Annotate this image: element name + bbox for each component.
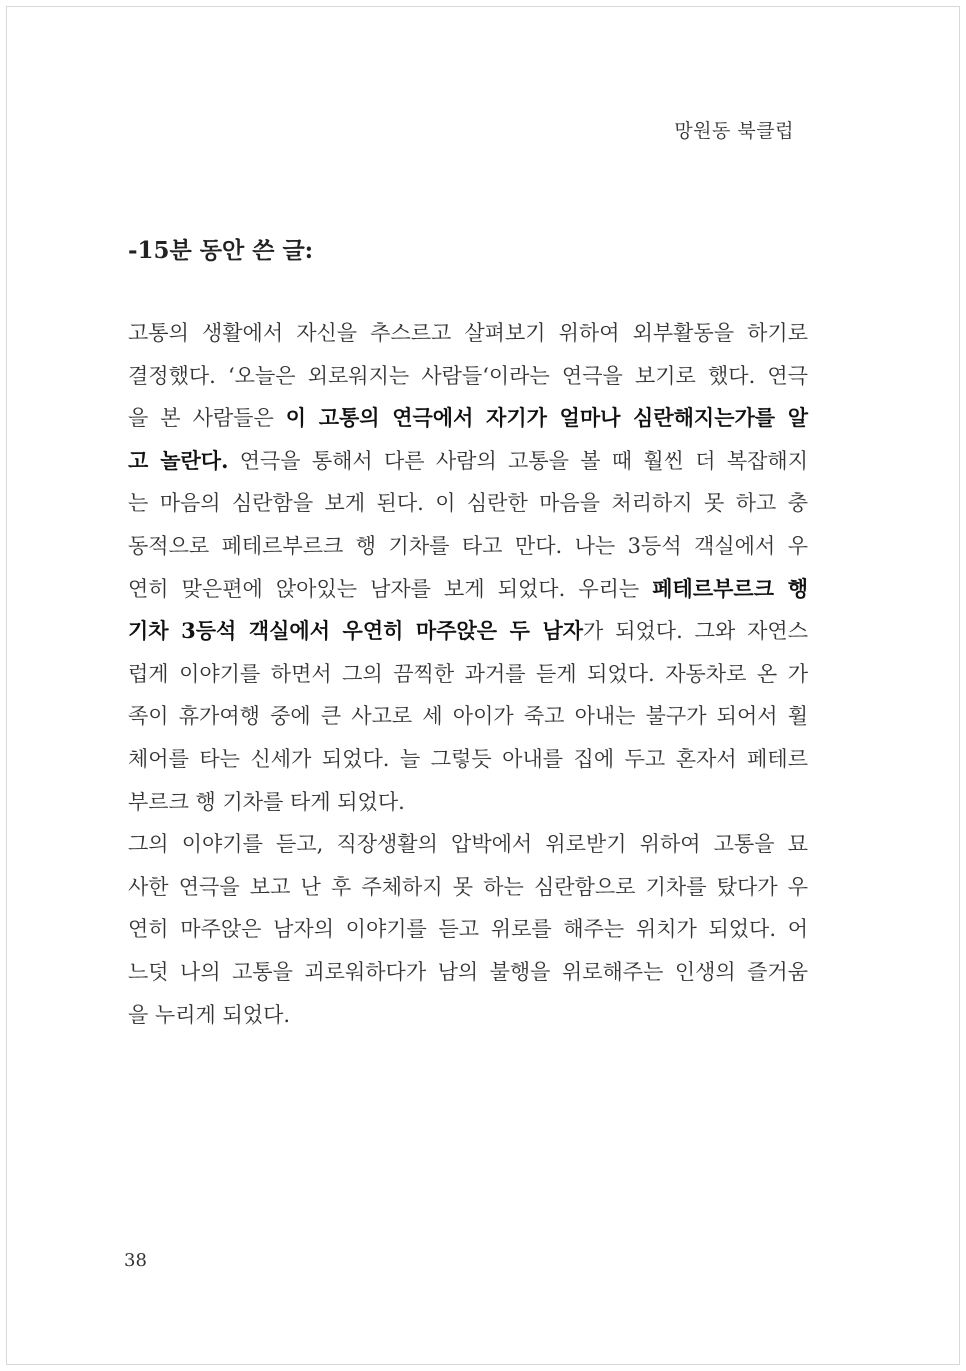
text-line: 족이 휴가여행 중에 큰 사고로 세 아이가 죽고 아내는 불구가 되어서 휠 [128, 704, 808, 729]
text-line: 동적으로 페테르부르크 행 기차를 타고 만다. 나는 3등석 객실에서 우 [128, 533, 808, 558]
text-line: 을 누리게 되었다. [128, 1002, 291, 1027]
text-line: 고통의 생활에서 자신을 추스르고 살펴보기 위하여 외부활동을 하기로 [128, 321, 808, 345]
text-line [128, 440, 808, 483]
text-line: 연히 마주앉은 남자의 이야기를 듣고 위로를 해주는 위치가 되었다. 어 [128, 917, 808, 942]
text-line [128, 610, 808, 653]
bold-segment: 이 고통의 연극에서 자기가 얼마나 심란해지는가를 알 [285, 405, 808, 431]
text-line [128, 568, 808, 611]
running-header: 망원동 북클럽 [674, 120, 794, 142]
bold-segment: 기차 3등석 객실에서 우연히 마주앉은 두 남자 [128, 618, 584, 644]
text-line: 사한 연극을 보고 난 후 주체하지 못 하는 심란함으로 기차를 탔다가 우 [128, 874, 808, 899]
text-segment: 연극을 통해서 다른 사람의 고통을 볼 때 훨씬 더 복잡해지 [228, 448, 808, 473]
text-line: 럽게 이야기를 하면서 그의 끔찍한 과거를 듣게 되었다. 자동차로 온 가 [128, 661, 808, 686]
text-segment: 연히 맞은편에 앉아있는 남자를 보게 되었다. 우리는 [128, 576, 653, 601]
text-line: 는 마음의 심란함을 보게 된다. 이 심란한 마음을 처리하지 못 하고 충 [128, 491, 808, 516]
text-line: 체어를 타는 신세가 되었다. 늘 그렇듯 아내를 집에 두고 혼자서 페테르 [128, 746, 808, 771]
body-text [128, 312, 808, 1036]
text-segment: 가 되었다. 그와 자연스 [583, 619, 809, 644]
text-segment: 을 본 사람들은 [128, 406, 286, 431]
text-line [128, 397, 808, 440]
bold-segment: 고 놀란다. [128, 447, 229, 473]
page-number: 38 [124, 1250, 147, 1271]
bold-segment: 페테르부르크 행 [652, 575, 808, 601]
text-line: 부르크 행 기차를 타게 되었다. [128, 789, 405, 814]
text-line: 느덧 나의 고통을 괴로워하다가 남의 불행을 위로해주는 인생의 즐거움 [128, 959, 808, 984]
section-heading: -15분 동안 쓴 글: [128, 237, 314, 264]
text-line: 그의 이야기를 듣고, 직장생활의 압박에서 위로받기 위하여 고통을 묘 [128, 832, 808, 857]
text-line: 결정했다. ‘오늘은 외로워지는 사람들‘이라는 연극을 보기로 했다. 연극 [128, 363, 808, 388]
